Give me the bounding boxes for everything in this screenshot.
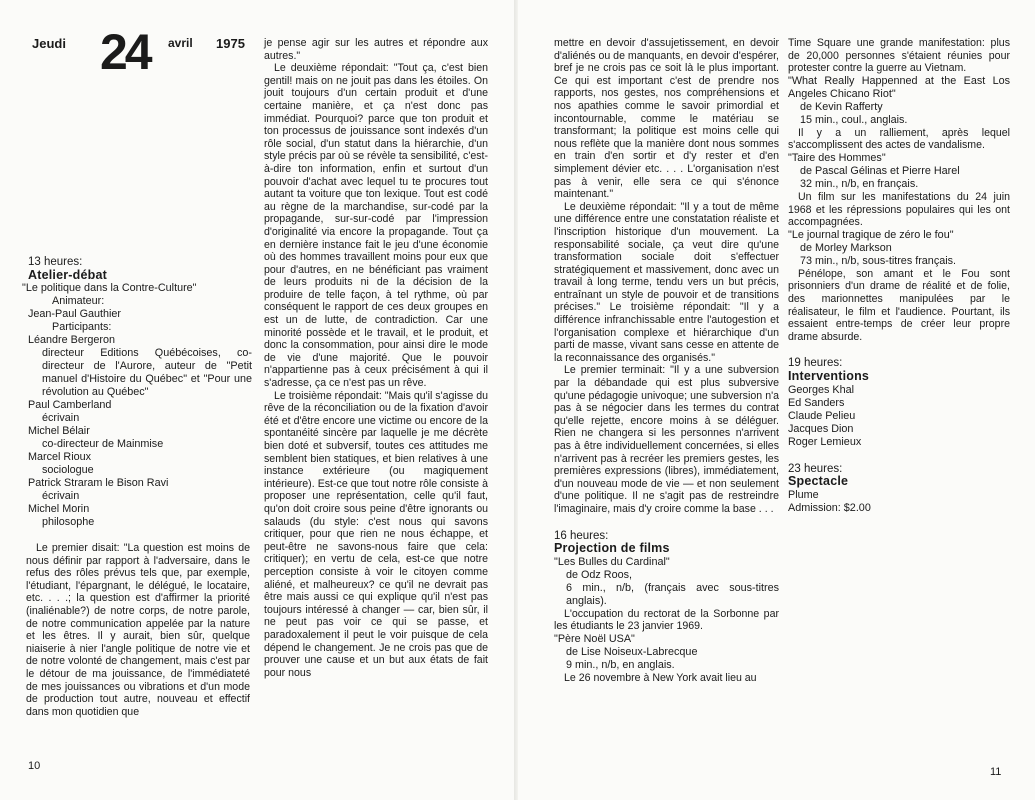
column-1 [22,256,252,529]
participant-desc: philosophe [42,516,95,529]
session-title: Atelier-débat [28,267,108,282]
body-paragraph: Le deuxième répondait: "Tout ça, c'est bien gentil! mais on ne jouit pas dans les étoiles. On jouit toujours d'un certain produit et d'une certaine manière, et ça n'est donc pas immédiat. Pourquoi? parce que ton produit et ton processus de jouissance sont indexés d'un rôle social, d'un statut dans la hiérarchie, d'un style précis par où se révèle ta sensibilité, c'est-à-dire ton information, enfin et surtout d'un pouvoir d'achat avec lequel tu te procures tout autant ta voiture que ton lexique. Tout est codé au règne de la marchandise, sur-codé par la propagande, sur-sur-codé par l'impression d'originalité via encore la propagande. Tout ça en dernière instance fait le jeu d'une économie où des hommes travaillent moins pour eux que pour d'autres, en ne bénéficiant pas vraiment de leurs produits ni de la décision de la produire de telle façon, à tel rythme, où par conséquent le rapport de ces deux groupes en est un de lutte, de contradiction. Car une minorité possède et le travail, et le produit, et donc la consommation, pour ainsi dire le mode de vie d'une majorité. Que le pouvoir n'appartienne pas à ceux précisément à qui il s'adresse, ça ce n'est pas un rêve. [264,62,488,390]
body-paragraph: Le deuxième répondait: "Il y a tout de même une différence entre une constatation réaliste et l'inscription historique d'un mouvement. La responsabilité sociale, ça veut dire qu'une transformation sociale doit s'effectuer stratégiquement et massivement, donc avec un travail à long terme, tendu vers un but précis, entraînant un style de pouvoir et de transitions précises." Le troisième répondait: "Il y a différence infranchissable entre l'autogestion et l'organisation complexe et hiérarchique d'un parti de masse, vivant sans cesse en attente de la reconnaissance des organisés." [554,200,779,364]
left-page [0,0,514,800]
participant-desc: co-directeur de Mainmise [42,438,164,451]
body-paragraph: Le premier disait: "La question est moins de nous définir par rapport à l'adversaire, dans le refus des rôles prévus tels que, par exemple, l'étudiant, l'épargnant, le délégué, le locataire, etc. . . .; la question est d'affirmer la priorité (inaliénable?) de notre corps, de notre parole, de notre communication appelée par la nature et les êtres. Il y aurait, bien sûr, quelque niaiserie à nier l'angle politique de notre vie et de notre volonté de changement, mais c'est par le détour de ma jouissance, de l'immédiateté de mes jouissances ou vibrations et d'un mode de production tout autre, nouveau et effectif dans mon quotidien que [26,542,250,718]
session-subtitle: "Le politique dans la Contre-Culture" [22,282,197,295]
spectacle-title: Spectacle [788,474,849,489]
spectacle-admission: Admission: $2.00 [788,501,871,514]
film-note: Le 26 novembre à New York avait lieu au [564,671,757,684]
film-entry [554,556,779,633]
participant-name: Patrick Straram le Bison Ravi [28,477,169,490]
film-entry [788,75,1010,152]
film-title: "Taire des Hommes" [788,151,886,164]
page-number-right: 11 [990,766,1002,778]
films-title: Projection de films [554,541,670,556]
participant-desc: directeur Editions Québécoises, co-directeur de l'Aurore, auteur de "Petit manuel d'Histoire du Québec" et "Pour une révolution au Québec" [42,347,252,399]
participant-name: Paul Camberland [28,399,112,412]
interventions-time: 19 heures: [788,357,843,370]
interventions-title: Interventions [788,368,870,383]
animator-label: Animateur: [52,295,105,308]
participants-roster [22,282,252,529]
intervenant-name: Jacques Dion [788,422,854,435]
spectacle-time: 23 heures: [788,462,843,475]
film-title: "Père Noël USA" [554,632,635,645]
film-entry [788,229,1010,344]
film-note: L'occupation du rectorat de la Sorbonne par les étudiants le 23 janvier 1969. [554,607,779,633]
header-month: avril [168,36,193,50]
films-time: 16 heures: [554,529,609,542]
column-2 [264,37,488,679]
participants-label: Participants: [52,321,112,334]
film-director: de Odz Roos, [566,568,633,581]
film-title: "Les Bulles du Cardinal" [554,555,670,568]
participant-name: Léandre Bergeron [28,334,116,347]
participant-desc: écrivain [42,490,80,503]
intervenant-name: Ed Sanders [788,396,845,409]
film-entry [554,633,779,685]
film-director: de Kevin Rafferty [800,100,883,113]
column-3 [554,37,779,685]
film-title: "What Really Happenned at the East Los Angeles Chicano Riot" [788,74,1010,100]
film-info: 9 min., n/b, en anglais. [566,658,675,671]
participant-name: Marcel Rioux [28,451,91,464]
spectacle-details [788,489,1010,515]
body-paragraph: Le troisième répondait: "Mais qu'il s'agisse du rêve de la réconciliation ou de la fixation d'avoir été et d'être encore une victime ou encore de la spontanéité sincère par laquelle je me décrète bien doté et subversif, toutes ces attitudes me semblent bien statiques, et bien relatives à une instance extérieure (ou magiquement intérieure). Est-ce que tout notre rôle consiste à proposer une représentation, celle qu'il faut, qu'on doit croire sous peine d'être ignorants ou salauds (du style: c'est nous qui savons critiquer, pour que rien ne nous échappe, et peut-être ne savons-nous faire que cela: critiquer); en vertu de cela, est-ce que notre perception consiste à voir le citoyen comme aliéné, et malheureux? ce qu'il ne devrait pas être mais aussi ce qui explique qu'il n'est pas toujours intéressé à changer — car, bien sûr, il ne peut pas voir ce qui se passe, et paradoxalement il peut le voir puisque de cela dépend le changement. Je ne crois pas que de prouver une cause et un but aux états de fait pour nous [264,389,488,679]
spectacle-performer: Plume [788,488,819,501]
session-time: 13 heures: [28,256,83,268]
participant-desc: écrivain [42,412,80,425]
body-paragraph: je pense agir sur les autres et répondre aux autres." [264,37,488,62]
film-entry [788,152,1010,229]
film-note: Il y a un ralliement, après lequel s'accomplissent des actes de vandalisme. [788,126,1010,152]
column-4 [788,37,1010,515]
participant-desc: sociologue [42,464,94,477]
column-1-body [26,542,250,718]
interventions-list [788,384,1010,449]
header-day-number: 24 [100,24,150,80]
film-director: de Lise Noiseux-Labrecque [566,645,698,658]
participant-name: Michel Morin [28,503,90,516]
body-paragraph: mettre en devoir d'assujetissement, en devoir d'aliénés ou de manquants, en devoir d'espérer, bref je ne crois pas ce soit là le plus important. Ce qui est important c'est de prendre nos rapports, nos gestes, nos compréhensions et nos apathies comme le savoir primordial et incontournable, comme le matériau se transformant; la politique est moins celle qui nous reflète que la manière dont nous sommes en train d'en sortir et d'y rester et d'en simplement dévier etc. . . . L'organisation n'est pas à venir, elle sera ce qui s'énonce maintenant." [554,37,779,201]
page-number-left: 10 [28,760,41,772]
date-header [28,24,256,82]
right-page [518,0,1035,800]
body-paragraph: Time Square une grande manifestation: plus de 20,000 personnes s'étaient réunies pour protester contre la guerre au Vietnam. [788,37,1010,75]
animator-name: Jean-Paul Gauthier [28,308,122,321]
film-note: Un film sur les manifestations du 24 juin 1968 et les répressions populaires qui les ont accompagnées. [788,190,1010,229]
header-day: Jeudi [32,36,66,51]
film-note: Pénélope, son amant et le Fou sont prisonniers d'un drame de réalité et de folie, des marionnettes manipulées par le réalisateur, le film et l'audience. Pourtant, ils essaient entre-temps de créer leur propre drame absurde. [788,267,1010,343]
header-year: 1975 [216,36,245,51]
intervenant-name: Claude Pelieu [788,409,856,422]
film-info: 6 min., n/b, (français avec sous-titres anglais). [566,581,779,607]
participant-name: Michel Bélair [28,425,90,438]
body-paragraph: Le premier terminait: "Il y a une subversion par la débandade qui est plus subversive qu'une pédagogie univoque; une subversion n'a pas à se négocier dans les termes du contrat qu'elle rejette, encore moins à se déléguer. Rien ne changera si les personnes n'arrivent pas à être individuellement concernées, si elles n'arrivent pas à recréer les premiers gestes, les premières expressions (libres), immédiatement, d'un nouveau mode de vie — et non seulement d'une politique. Il ne s'agit pas de restreindre l'imaginaire, mais d'y croire comme la base . . . [554,364,779,515]
film-info: 15 min., coul., anglais. [800,113,908,126]
film-title: "Le journal tragique de zéro le fou" [788,228,954,241]
film-info: 32 min., n/b, en français. [800,177,919,190]
intervenant-name: Georges Khal [788,383,855,396]
film-director: de Morley Markson [800,241,892,254]
film-director: de Pascal Gélinas et Pierre Harel [800,164,960,177]
film-info: 73 min., n/b, sous-titres français. [800,254,957,267]
intervenant-name: Roger Lemieux [788,435,862,448]
